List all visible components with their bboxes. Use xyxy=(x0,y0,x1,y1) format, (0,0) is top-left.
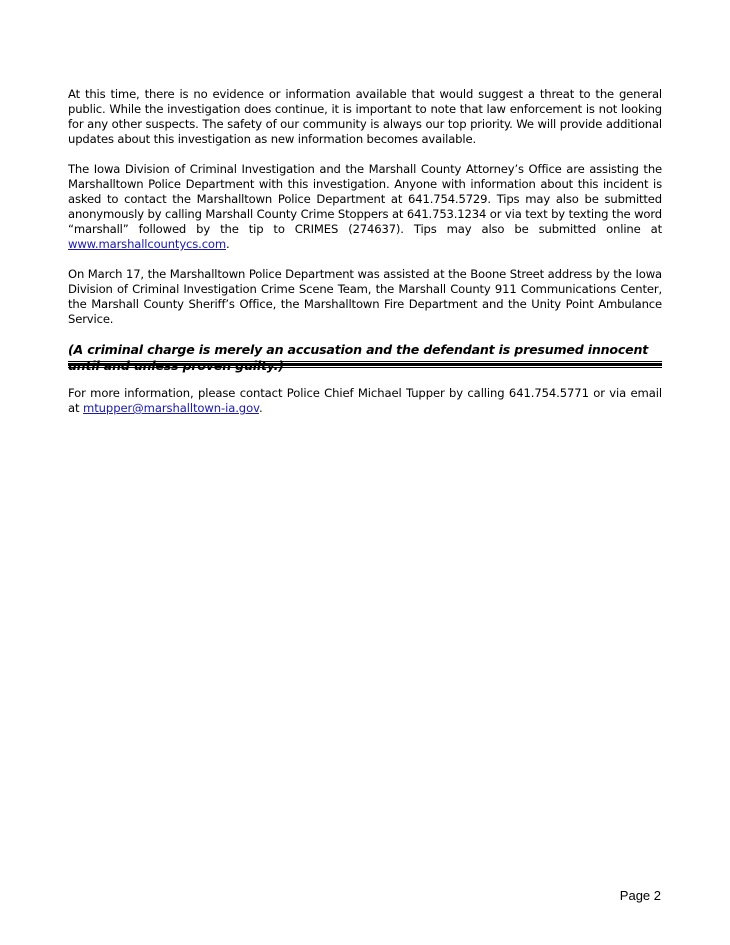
contact-text-end: . xyxy=(258,401,263,415)
paragraph-assisting-agencies xyxy=(68,267,662,327)
legal-disclaimer: (A criminal charge is merely an accusation and the defendant is presumed innocent xyxy=(68,342,649,357)
page-number: Page 2 xyxy=(619,888,661,903)
paragraph-text-end: . xyxy=(226,237,230,251)
paragraph-tips xyxy=(68,162,662,252)
crime-stoppers-link[interactable]: www.marshallcountycs.com xyxy=(68,237,226,251)
paragraph-text: At this time, there is no evidence or information available that would suggest a threat to the general public. While the investigation does continue, it is important to note that law enforcement is not looking for any other suspects. The safety of our community is always our top priority. We will provide additional updates about this investigation as new information becomes available. xyxy=(68,87,662,146)
paragraph-public-safety xyxy=(68,87,662,147)
contact-paragraph xyxy=(68,386,662,416)
section-divider xyxy=(68,361,662,368)
contact-text: For more information, please contact Police Chief Michael Tupper by calling 641.754.5771 or via email at xyxy=(68,386,662,415)
paragraph-text: On March 17, the Marshalltown Police Department was assisted at the Boone Street address by the Iowa Division of Criminal Investigation Crime Scene Team, the Marshall County 911 Communications Center, the Marshall County Sheriff’s Office, the Marshalltown Fire Department and the Unity Point Ambulance Service. xyxy=(68,267,662,326)
document-body xyxy=(68,87,662,374)
paragraph-text: The Iowa Division of Criminal Investigation and the Marshall County Attorney’s Office are assisting the Marshalltown Police Department with this investigation. Anyone with information about this incident is asked to contact the Marshalltown Police Department at 641.754.5729. Tips may also be submitted anonymously by calling Marshall County Crime Stoppers at 641.753.1234 or via text by texting the word “marshall” followed by the tip to CRIMES (274637). Tips may also be submitted online at xyxy=(68,162,662,236)
email-link[interactable]: mtupper@marshalltown-ia.gov xyxy=(83,401,259,415)
